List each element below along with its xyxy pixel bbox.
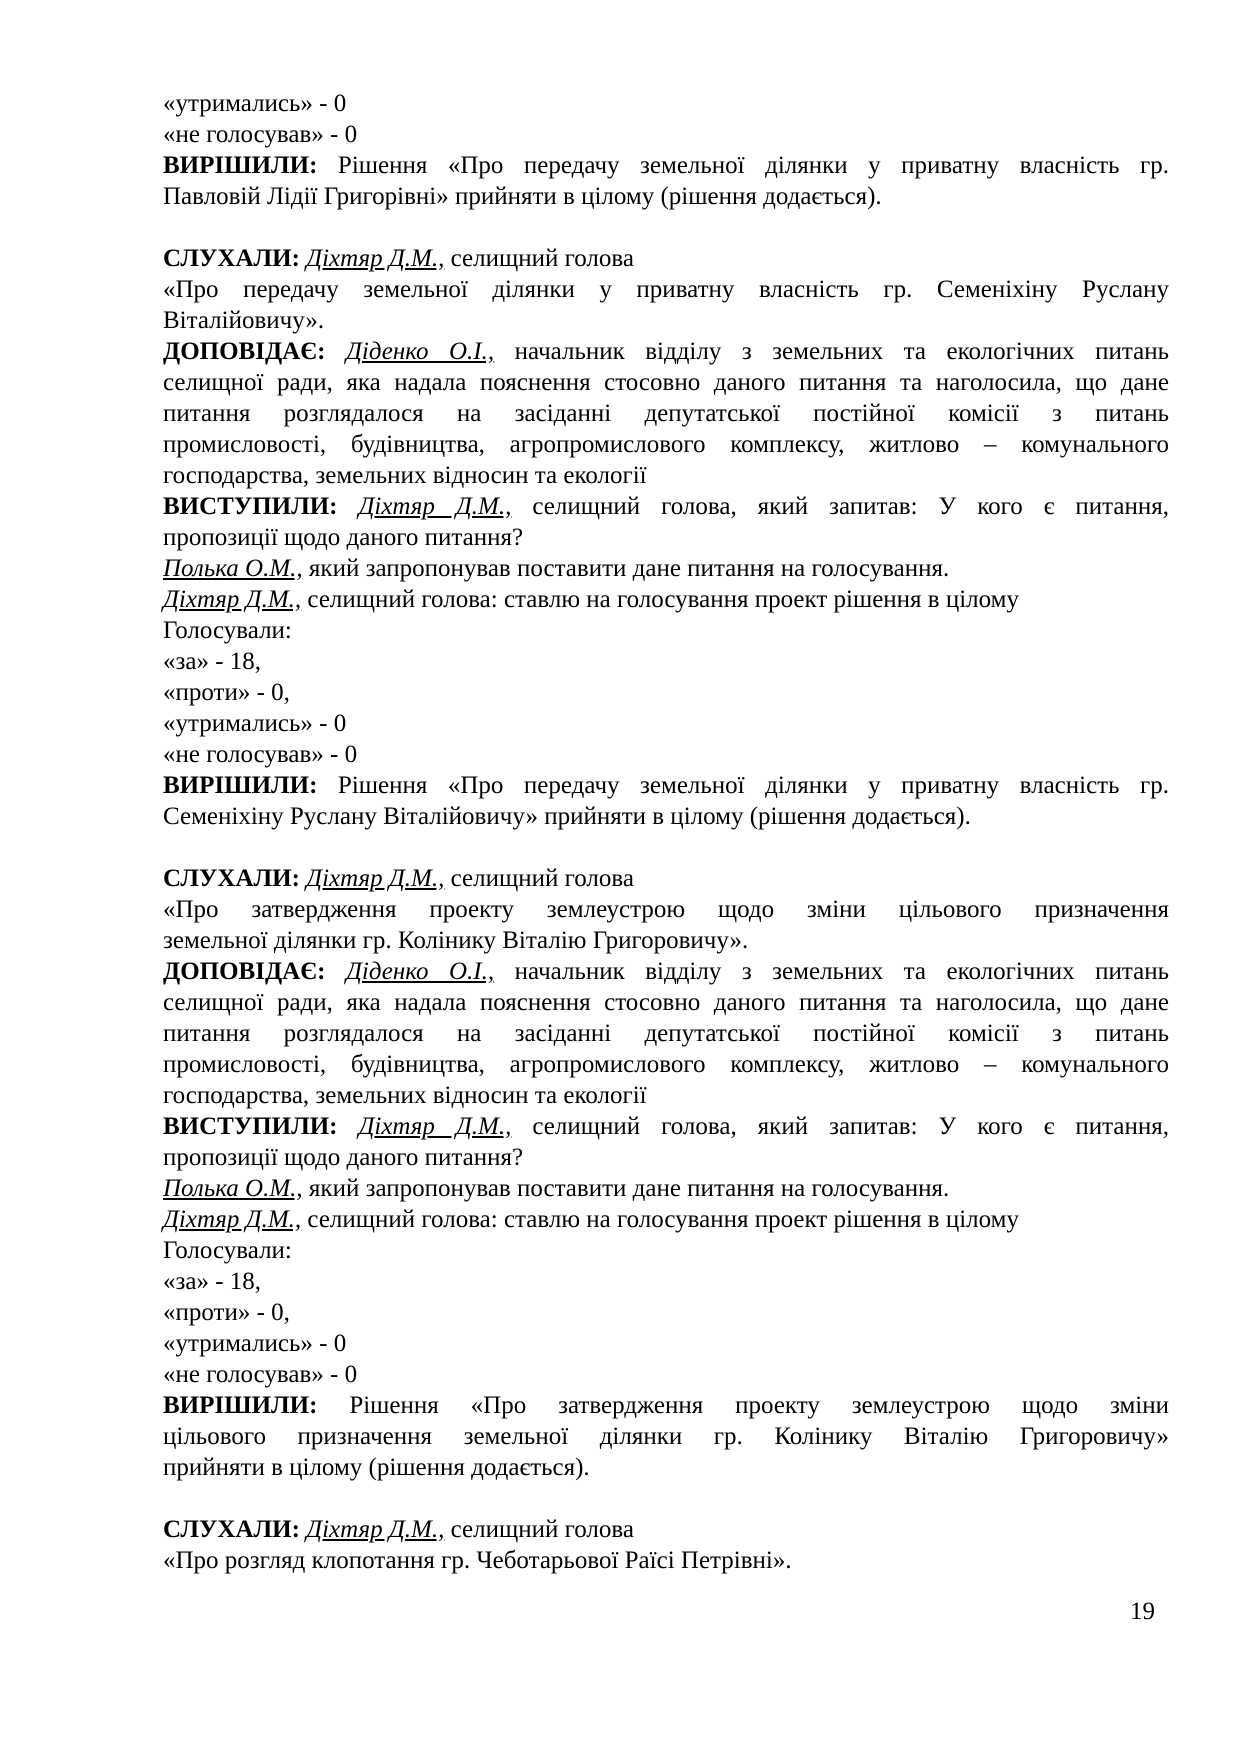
- member-text: який запропонував поставити дане питання на голосування.: [308, 555, 950, 582]
- member-text: який запропонував поставити дане питання на голосування.: [308, 1175, 950, 1202]
- spoke-label: ВИСТУПИЛИ:: [163, 1113, 338, 1140]
- heard-line: [163, 243, 1169, 274]
- spoke-text: селищний голова, який запитав: У кого є питання,: [532, 493, 1170, 520]
- decision-text: Рішення «Про затвердження проекту землеустрою щодо зміни: [349, 1392, 1170, 1419]
- topic-line: «Про передачу земельної ділянки у приватну власність гр. Семеніхіну Руслану: [163, 276, 1169, 303]
- reporter-line: [163, 336, 1169, 367]
- vote-for: «за» - 18,: [163, 1268, 262, 1295]
- decided-label: ВИРІШИЛИ:: [163, 1392, 318, 1419]
- reporter-line: селищної ради, яка надала пояснення стосовно даного питання та наголосила, що дане: [163, 369, 1169, 396]
- head-role: селищний голова: [450, 245, 634, 272]
- head-name: Діхтяр Д.М.,: [163, 586, 302, 613]
- spoke-line: пропозиції щодо даного питання?: [163, 1144, 524, 1171]
- decision-line: [163, 150, 1169, 181]
- head-role: селищний голова: [450, 1516, 634, 1543]
- topic-line: «Про затвердження проекту землеустрою щодо зміни цільового призначення: [163, 896, 1169, 923]
- reporter-line: промисловості, будівництва, агропромислового комплексу, житлово – комунального: [163, 431, 1169, 458]
- vote-abstained: «утримались» - 0: [163, 90, 347, 117]
- page-number: 19: [1130, 1598, 1155, 1625]
- reporter-text: начальник відділу з земельних та екологічних питань: [514, 338, 1169, 365]
- decision-line: прийняти в цілому (рішення додається).: [163, 1454, 590, 1481]
- decision-text: Рішення «Про передачу земельної ділянки у приватну власність гр.: [337, 772, 1170, 799]
- head-vote-text: селищний голова: ставлю на голосування проект рішення в цілому: [307, 586, 1019, 613]
- decided-label: ВИРІШИЛИ:: [163, 772, 318, 799]
- head-vote-line: [163, 1204, 1169, 1235]
- decided-label: ВИРІШИЛИ:: [163, 152, 318, 179]
- vote-not-voted: «не голосував» - 0: [163, 121, 358, 148]
- reporter-text: начальник відділу з земельних та екологічних питань: [514, 958, 1169, 985]
- reporter-line: питання розглядалося на засіданні депутатської постійної комісії з питань: [163, 400, 1169, 427]
- decision-line: [163, 770, 1169, 801]
- spoke-line: [163, 1111, 1169, 1142]
- vote-abstained: «утримались» - 0: [163, 1330, 347, 1357]
- vote-against: «проти» - 0,: [163, 679, 290, 706]
- voted-label: Голосували:: [163, 617, 292, 644]
- decision-line: цільового призначення земельної ділянки гр. Колінику Віталію Григоровичу»: [163, 1423, 1169, 1450]
- member-name: Полька О.М.,: [163, 555, 303, 582]
- member-line: [163, 1173, 1169, 1204]
- reports-label: ДОПОВІДАЄ:: [163, 338, 326, 365]
- vote-for: «за» - 18,: [163, 648, 262, 675]
- heard-label: СЛУХАЛИ:: [163, 865, 300, 892]
- spoke-text: селищний голова, який запитав: У кого є питання,: [532, 1113, 1170, 1140]
- spoke-line: пропозиції щодо даного питання?: [163, 524, 524, 551]
- reporter-line: питання розглядалося на засіданні депутатської постійної комісії з питань: [163, 1020, 1169, 1047]
- heard-label: СЛУХАЛИ:: [163, 245, 300, 272]
- member-name: Полька О.М.,: [163, 1175, 303, 1202]
- topic-line: земельної ділянки гр. Колінику Віталію Григоровичу».: [163, 927, 749, 954]
- decision-line: Павловій Лідії Григорівні» прийняти в цілому (рішення додається).: [163, 183, 882, 210]
- decision-line: Семеніхіну Руслану Віталійовичу» прийняти в цілому (рішення додається).: [163, 803, 971, 830]
- reporter-line: [163, 956, 1169, 987]
- vote-abstained: «утримались» - 0: [163, 710, 347, 737]
- spoke-label: ВИСТУПИЛИ:: [163, 493, 338, 520]
- head-role: селищний голова: [450, 865, 634, 892]
- head-name: Діхтяр Д.М.,: [358, 493, 512, 520]
- decision-line: [163, 1390, 1169, 1421]
- head-vote-text: селищний голова: ставлю на голосування проект рішення в цілому: [307, 1206, 1019, 1233]
- head-name: Діхтяр Д.М.,: [306, 245, 445, 272]
- head-name: Діхтяр Д.М.,: [358, 1113, 512, 1140]
- head-vote-line: [163, 584, 1169, 615]
- reporter-line: господарства, земельних відносин та екології: [163, 462, 647, 489]
- head-name: Діхтяр Д.М.,: [306, 865, 445, 892]
- reporter-line: господарства, земельних відносин та екології: [163, 1082, 647, 1109]
- document-page: [163, 88, 1169, 1576]
- decision-text: Рішення «Про передачу земельної ділянки у приватну власність гр.: [337, 152, 1170, 179]
- topic-line: «Про розгляд клопотання гр. Чеботарьової Раїсі Петрівні».: [163, 1547, 792, 1574]
- vote-not-voted: «не голосував» - 0: [163, 741, 358, 768]
- reporter-name: Діденко О.І.,: [345, 338, 495, 365]
- reporter-name: Діденко О.І.,: [345, 958, 495, 985]
- head-name: Діхтяр Д.М.,: [306, 1516, 445, 1543]
- heard-line: [163, 863, 1169, 894]
- vote-not-voted: «не голосував» - 0: [163, 1361, 358, 1388]
- reports-label: ДОПОВІДАЄ:: [163, 958, 326, 985]
- heard-line: [163, 1514, 1169, 1545]
- voted-label: Голосували:: [163, 1237, 292, 1264]
- spoke-line: [163, 491, 1169, 522]
- head-name: Діхтяр Д.М.,: [163, 1206, 302, 1233]
- reporter-line: промисловості, будівництва, агропромислового комплексу, житлово – комунального: [163, 1051, 1169, 1078]
- heard-label: СЛУХАЛИ:: [163, 1516, 300, 1543]
- vote-against: «проти» - 0,: [163, 1299, 290, 1326]
- member-line: [163, 553, 1169, 584]
- reporter-line: селищної ради, яка надала пояснення стосовно даного питання та наголосила, що дане: [163, 989, 1169, 1016]
- topic-line: Віталійовичу».: [163, 307, 325, 334]
